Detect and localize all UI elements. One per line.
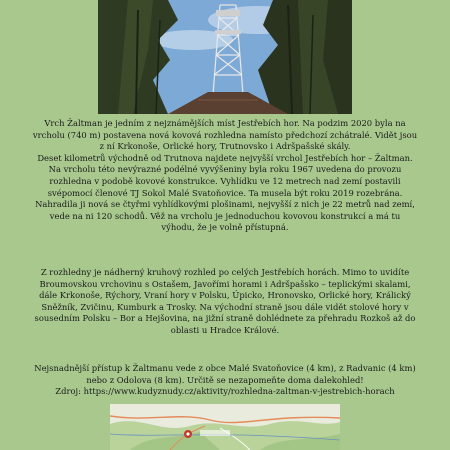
tower-photo-illustration (98, 0, 352, 114)
location-map (110, 404, 340, 450)
text-line: Nahradila ji nová se čtyřmi vyhlídkovými plošinami, nejvyšší z nich je 22 metrů nad zemí, (35, 199, 415, 210)
access-paragraph (8, 363, 442, 398)
text-line: Nejsnadnější přístup k Žaltmanu vede z obce Malé Svatoňovice (4 km), z Radvanic (4 km) (34, 363, 416, 373)
text-line: z ní Krkonoše, Orlické hory, Trutnovsko i Adršpašské skály. (99, 141, 351, 152)
text-line: výhodu, že je volně přístupná. (161, 222, 289, 233)
view-paragraph (8, 267, 442, 337)
text-line: rozhledna v podobě kovové konstrukce. Vyhlídku ve 12 metrech nad zemí postavili (49, 175, 401, 186)
text-line: sousedním Polsku – Bor a Hejšovina, na jižní straně dohlédnete za přehradu Rozkoš až do (34, 313, 416, 324)
text-line: Na vrcholu této nevýrazné podélné vyvýšeniny byla roku 1967 uvedena do provozu (48, 164, 402, 175)
text-line: vrcholu (740 m) postavena nová kovová rozhledna namísto předchozí zchátralé. Vidět jsou (32, 129, 418, 140)
text-line: Deset kilometrů východně od Trutnova najdete nejvyšší vrchol Jestřebích hor – Žaltman. (37, 152, 413, 163)
text-line: oblasti u Hradce Králové. (170, 324, 280, 335)
rozhledna-photo (98, 0, 352, 114)
text-line: dále Krkonoše, Rýchory, Vraní hory v Polsku, Úpicko, Hronovsko, Orlické hory, Králický (39, 290, 411, 301)
text-line: Z rozhledny je nádherný kruhový rozhled po celých Jestřebích horách. Mimo to uvidíte (40, 267, 410, 277)
text-line: Sněžník, Zvičinu, Kumburk a Trosky. Na východní straně jsou dále vidět stolové hory v (41, 301, 409, 312)
text-line: svépomocí členové TJ Sokol Malé Svatoňovice. Ta musela být roku 2019 rozebrána. (47, 187, 403, 198)
text-line: vede na ni 120 schodů. Věž na vrcholu je jednoduchou kovovou konstrukcí a má tu (49, 210, 401, 221)
text-line: Broumovskou vrchovinu s Ostašem, Javořími horami i Adršpašsko – teplickými skalami, (39, 278, 411, 289)
intro-paragraph (8, 118, 442, 234)
map-illustration (110, 404, 340, 450)
text-line: nebo z Odolova (8 km). Určitě se nezapomeňte doma dalekohled! (86, 374, 364, 385)
source-link[interactable]: Zdroj: https://www.kudyznudy.cz/aktivity/rozhledna-zaltman-v-jestrebich-horach (55, 386, 395, 397)
text-line: Vrch Žaltman je jedním z nejznámějších míst Jestřebích hor. Na podzim 2020 byla na (44, 118, 406, 128)
